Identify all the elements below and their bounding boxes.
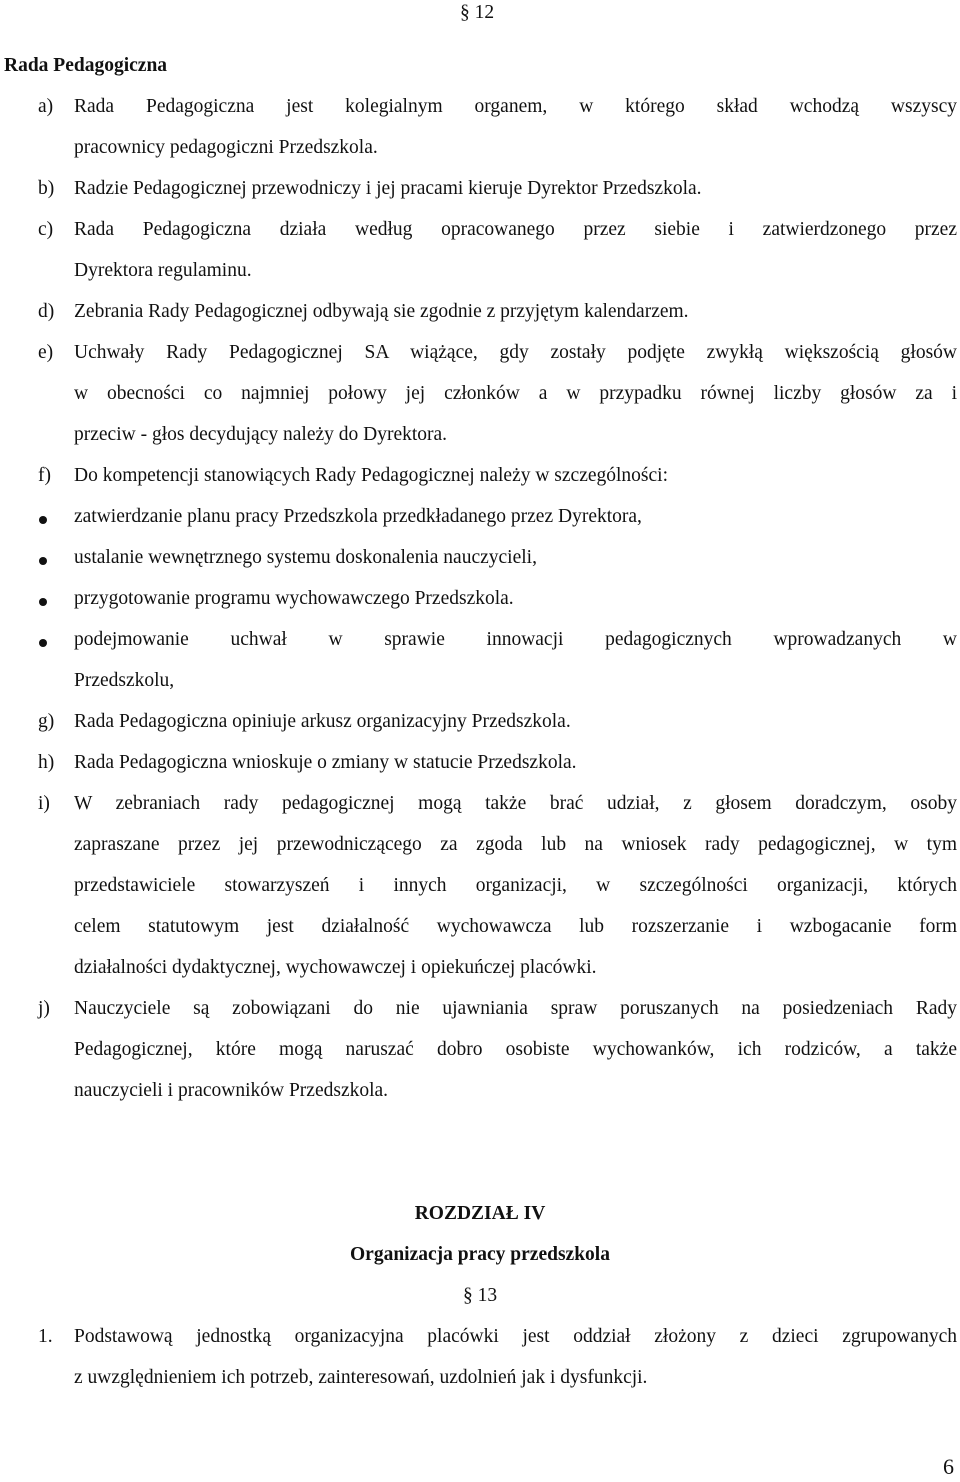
item-label-j: j) [38, 998, 50, 1019]
point-1-line-2: z uwzględnieniem ich potrzeb, zainteresowań, uzdolnień jak i dysfunkcji. [74, 1367, 648, 1388]
item-label-h: h) [38, 752, 55, 773]
item-j-line-3: nauczycieli i pracowników Przedszkola. [74, 1080, 389, 1101]
bullet-item: podejmowanie uchwał w sprawie innowacji pedagogicznych wprowadzanych w [74, 629, 957, 650]
bullet-icon [39, 516, 47, 524]
bullet-item: przygotowanie programu wychowawczego Przedszkola. [74, 588, 514, 609]
item-label-e: e) [38, 342, 54, 363]
chapter-paragraph-number: § 13 [462, 1285, 498, 1306]
item-i-line-3: przedstawiciele stowarzyszeń i innych organizacji, w szczególności organizacji, których [74, 875, 957, 896]
item-i-line-5: działalności dydaktycznej, wychowawczej i opiekuńczej placówki. [74, 957, 597, 978]
item-e-line-3: przeciw - głos decydujący należy do Dyrektora. [74, 424, 448, 445]
chapter-subtitle: Organizacja pracy przedszkola [350, 1244, 610, 1265]
item-e-line-1: Uchwały Rady Pedagogicznej SA wiążące, gdy zostały podjęte zwykłą większością głosów [74, 342, 957, 363]
item-a-line-2: pracownicy pedagogiczni Przedszkola. [74, 137, 378, 158]
point-1-line-1: Podstawową jednostką organizacyjna placówki jest oddział złożony z dzieci zgrupowanych [74, 1326, 957, 1347]
item-c-line-2: Dyrektora regulaminu. [74, 260, 252, 281]
item-f-line-1: Do kompetencji stanowiących Rady Pedagogicznej należy w szczególności: [74, 465, 669, 486]
item-j-line-1: Nauczyciele są zobowiązani do nie ujawniania spraw poruszanych na posiedzeniach Rady [74, 998, 957, 1019]
item-b-line-1: Radzie Pedagogicznej przewodniczy i jej pracami kieruje Dyrektor Przedszkola. [74, 178, 702, 199]
chapter-title: ROZDZIAŁ IV [414, 1203, 546, 1224]
paragraph-number: § 12 [460, 2, 495, 23]
item-g-line-1: Rada Pedagogiczna opiniuje arkusz organizacyjny Przedszkola. [74, 711, 571, 732]
bullet-item: zatwierdzanie planu pracy Przedszkola przedkładanego przez Dyrektora, [74, 506, 642, 527]
bullet-item: ustalanie wewnętrznego systemu doskonalenia nauczycieli, [74, 547, 537, 568]
item-c-line-1: Rada Pedagogiczna działa według opracowanego przez siebie i zatwierdzonego przez [74, 219, 957, 240]
item-label-a: a) [38, 96, 54, 117]
item-i-line-2: zapraszane przez jej przewodniczącego za zgoda lub na wniosek rady pedagogicznej, w tym [74, 834, 957, 855]
item-h-line-1: Rada Pedagogiczna wnioskuje o zmiany w statucie Przedszkola. [74, 752, 577, 773]
item-d-line-1: Zebrania Rady Pedagogicznej odbywają sie zgodnie z przyjętym kalendarzem. [74, 301, 689, 322]
bullet-icon [39, 598, 47, 606]
item-a-line-1: Rada Pedagogiczna jest kolegialnym organem, w którego skład wchodzą wszyscy [74, 96, 957, 117]
item-j-line-2: Pedagogicznej, które mogą naruszać dobro osobiste wychowanków, ich rodziców, a także [74, 1039, 957, 1060]
bullet-icon [39, 557, 47, 565]
item-label-d: d) [38, 301, 55, 322]
item-label-g: g) [38, 711, 55, 732]
page-number: 6 [943, 1454, 954, 1479]
section-title: Rada Pedagogiczna [4, 55, 168, 76]
bullet-icon [39, 639, 47, 647]
item-label-f: f) [38, 465, 51, 486]
item-i-line-4: celem statutowym jest działalność wychowawcza lub rozszerzanie i wzbogacanie form [74, 916, 957, 937]
bullet-item-continuation: Przedszkolu, [74, 670, 175, 691]
point-label-1: 1. [38, 1326, 53, 1347]
item-e-line-2: w obecności co najmniej połowy jej członków a w przypadku równej liczby głosów za i [74, 383, 957, 404]
item-label-b: b) [38, 178, 55, 199]
item-label-i: i) [38, 793, 50, 814]
item-i-line-1: W zebraniach rady pedagogicznej mogą także brać udział, z głosem doradczym, osoby [74, 793, 957, 814]
item-label-c: c) [38, 219, 54, 240]
